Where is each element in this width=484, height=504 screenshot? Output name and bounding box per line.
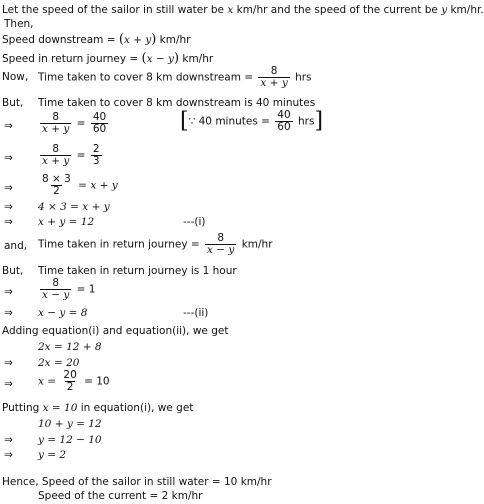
implies-arrow: ⇒ (4, 286, 13, 298)
speed-downstream-line: Speed downstream = (x + y) km/hr (2, 32, 191, 47)
adding-line (2, 325, 228, 338)
intro-var-x: x (227, 4, 234, 16)
note-unit: hrs (294, 115, 315, 128)
fraction-numerator: 8 (270, 65, 278, 77)
step6-equation (38, 278, 95, 301)
step7-equation: x − y = 8 (38, 307, 88, 319)
add3-lhs: x = (38, 375, 60, 388)
fraction-numerator: 40 (277, 109, 291, 121)
putting-text-b: in equation (77, 402, 140, 414)
time-return-given-lead: But, (2, 265, 24, 277)
time-downstream-given-lead: But, (2, 97, 24, 109)
add1-equation: 2x = 12 + 8 (38, 341, 102, 353)
intro-text-b: km/hr and the speed of the current be (233, 4, 442, 16)
fraction-denominator: x + y (260, 77, 288, 89)
putting-expr: x = 10 (42, 402, 78, 414)
intro-line (2, 4, 484, 17)
note-text: 40 minutes = (195, 115, 274, 128)
step3-rhs: = x + y (74, 179, 118, 192)
step1-equation (38, 112, 110, 135)
put2-equation: y = 12 − 10 (38, 434, 102, 446)
put1-equation: 10 + y = 12 (38, 418, 102, 430)
speed-downstream-unit: km/hr (156, 34, 191, 46)
speed-downstream-label: Speed downstream = (2, 34, 119, 46)
implies-arrow: ⇒ (4, 120, 13, 132)
speed-return-label: Speed in return journey = (2, 53, 142, 65)
implies-arrow: ⇒ (4, 152, 13, 164)
fraction-denominator: 2 (66, 381, 74, 393)
step3-equation (38, 174, 118, 197)
time-return-lead: and, (4, 240, 28, 252)
time-downstream-given-text: Time taken to cover 8 km downstream is 40 minutes (38, 97, 316, 109)
fraction-denominator: 3 (92, 155, 100, 167)
conclusion-line-2: Speed of the current = 2 km/hr (38, 490, 203, 502)
add3-equation (38, 370, 110, 393)
implies-arrow: ⇒ (4, 216, 13, 228)
implies-arrow: ⇒ (4, 307, 13, 319)
fraction-numerator: 8 (52, 143, 59, 155)
speed-return-unit: km/hr (179, 53, 214, 65)
time-downstream-text: Time taken to cover 8 km downstream = (38, 71, 257, 84)
time-return-line (38, 233, 273, 256)
fraction-denominator: x − y (207, 244, 235, 256)
equation-ref: (i) (88, 325, 100, 337)
time-return-unit: km/hr (238, 238, 273, 251)
fraction-denominator: x − y (42, 289, 70, 301)
fraction-denominator: x + y (42, 155, 70, 167)
time-downstream-lead: Now, (2, 71, 29, 83)
fraction-numerator: 20 (63, 369, 77, 381)
implies-arrow: ⇒ (4, 357, 13, 369)
equation-ref: (ii) (172, 325, 187, 337)
implies-arrow: ⇒ (4, 434, 13, 446)
fraction-numerator: 8 (217, 232, 225, 244)
implies-arrow: ⇒ (4, 201, 13, 213)
intro-text-a: Let the speed of the sailor in still water be (2, 4, 228, 16)
step2-equation (38, 144, 104, 167)
equation-tag-ii: ---(ii) (183, 307, 209, 319)
adding-text-a: Adding equation (2, 325, 89, 337)
intro-text-c: km/hr. (447, 4, 484, 16)
time-downstream-unit: hrs (291, 71, 312, 84)
add2-equation: 2x = 20 (38, 357, 80, 369)
time-return-text: Time taken in return journey = (38, 238, 204, 251)
put3-equation: y = 2 (38, 449, 67, 461)
step5-equation: x + y = 12 (38, 216, 95, 228)
because-symbol: ∵ (188, 115, 196, 128)
fraction-denominator: 60 (277, 121, 291, 133)
note-minutes-to-hours: [∵ 40 minutes = $\frac{40}{60}$ hrs] (180, 108, 324, 134)
implies-arrow: ⇒ (4, 182, 13, 194)
speed-return-line: Speed in return journey = (x − y) km/hr (2, 51, 214, 66)
equation-tag-i: ---(i) (183, 216, 206, 228)
speed-return-expr: x − y (146, 53, 174, 65)
conclusion-line: Hence, Speed of the sailor in still water = 10 km/hr (2, 476, 272, 488)
time-return-given-text: Time taken in return journey is 1 hour (38, 265, 237, 277)
time-downstream-line (38, 66, 312, 89)
adding-text-b: and equation (99, 325, 173, 337)
intro-var-y: y (441, 4, 448, 16)
fraction-denominator: 2 (53, 185, 60, 197)
speed-downstream-expr: x + y (123, 34, 152, 46)
fraction-numerator: 2 (92, 143, 100, 155)
equation-ref: (i) (139, 402, 152, 414)
time-downstream-fraction (258, 66, 289, 89)
step4-equation: 4 × 3 = x + y (38, 201, 110, 213)
putting-text-a: Putting (2, 402, 43, 414)
fraction-denominator: x + y (42, 123, 70, 135)
fraction-numerator: 8 (52, 277, 59, 289)
putting-line (2, 402, 193, 415)
fraction-numerator: 8 × 3 (42, 173, 71, 185)
fraction-denominator: 60 (92, 123, 107, 135)
step6-rhs: = 1 (73, 283, 96, 296)
putting-text-c: , we get (151, 402, 194, 414)
then-label: Then, (4, 18, 34, 30)
equals-sign: = (76, 117, 86, 130)
add3-rhs: = 10 (80, 375, 110, 388)
adding-text-c: , we get (186, 325, 229, 337)
implies-arrow: ⇒ (4, 378, 13, 390)
fraction-numerator: 8 (52, 111, 59, 123)
fraction-numerator: 40 (92, 111, 107, 123)
implies-arrow: ⇒ (4, 449, 13, 461)
equals-sign: = (76, 149, 86, 162)
